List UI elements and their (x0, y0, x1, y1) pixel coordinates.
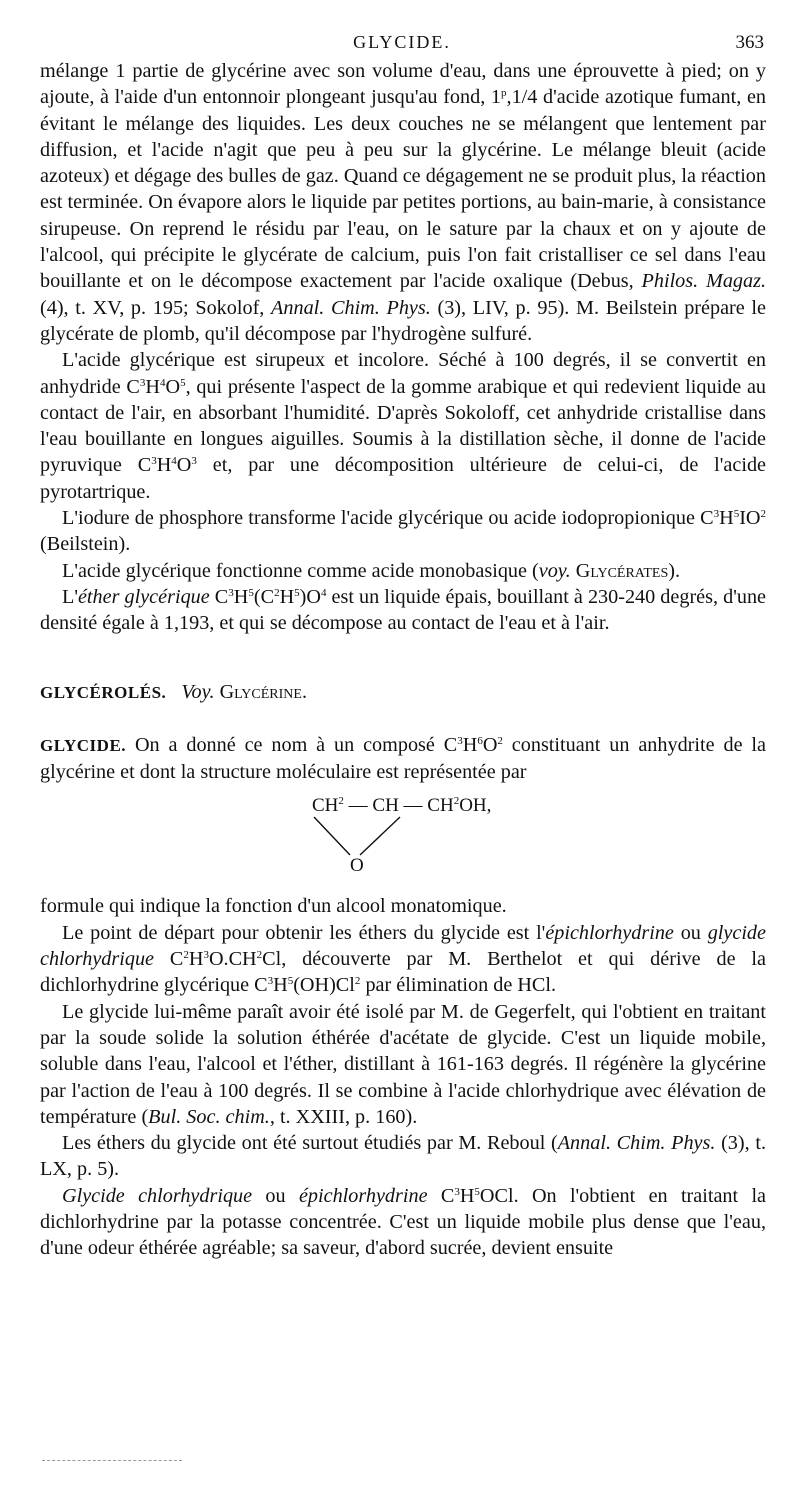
entry-glycide: GLYCIDE. On a donné ce nom à un composé $C^3H^6O^2$ constituant un anhydrite de la glycérine et dont la structure moléculaire est représentée par (40, 733, 766, 784)
running-title: GLYCIDE. (353, 32, 451, 52)
paragraph-phosphorus-iodide: L'iodure de phosphore transforme l'acide glycérique ou acide iodopropionique $C^3H^5IO^2$ (Beilstein). (40, 507, 766, 556)
entry-glycerols: GLYCÉROLÉS. Voy. Glycérine. (40, 680, 308, 703)
paragraph-epichlorhydrin-origin: Le point de départ pour obtenir les éthers du glycide est l'épichlorhydrine ou glycide chlorhydrique $C^2H^3O.CH^2Cl$, découverte par M. Berthelot et qui dérive de la dichlorhydrine glycérique $C^3H^5(OH)Cl^2$ par élimination de HCl. (40, 921, 766, 997)
cross-reference: Glycérates (575, 559, 669, 582)
paragraph-glycide-chlorhydrique: Glycide chlorhydrique ou épichlorhydrine $C^3H^5OCl$. On l'obtient en traitant la dichlorhydrine par la potasse concentrée. C'est un liquide mobile plus dense que l'eau, d'une odeur éthérée agréable; sa saveur, d'abord sucrée, devient ensuite (40, 1184, 767, 1260)
paragraph-nitric-oxidation: mélange 1 partie de glycérine avec son volume d'eau, dans une éprouvette à pied; on y ajoute, à l'aide d'un entonnoir plongeant jusqu'au fond, 1$^p$,1/4 d'acide azotique fumant, en évitant le mélange des liquides. Les deux couches ne se mélangent que lentement par diffusion, et l'acide n'agit que peu à peu sur la glycérine. Le mélange bleuit (acide azoteux) et dégage des bulles de gaz. Quand ce dégagement ne se produit plus, la réaction est terminée. On évapore alors le liquide par petites portions, au bain-marie, à consistance sirupeuse. On reprend le résidu par l'eau, on le sature par la chaux et on y ajoute de l'alcool, qui précipite le glycérate de calcium, puis l'on fait cristalliser ce sel dans l'eau bouillante et on le décompose exactement par l'acide oxalique (Debus, Philos. Magaz. (4), t. XV, p. 195; Sokolof, Annal. Chim. Phys. (3), LIV, p. 95). M. Beilstein prépare le glycérate de plomb, qu'il décompose par l'hydrogène sulfuré. (40, 60, 766, 345)
paragraph-glycide-isolation: Le glycide lui-même paraît avoir été isolé par M. de Gegerfelt, qui l'obtient en traitant par la soude solide la solution éthérée d'acétate de glycide. C'est un liquide mobile, soluble dans l'eau, l'alcool et l'éther, distillant à 161-163 degrés. Il régénère la glycérine par l'action de l'eau à 100 degrés. Il se combine à l'acide chlorhydrique avec élévation de température (Bul. Soc. chim., t. XXIII, p. 160). (40, 1000, 766, 1128)
paragraph-monobasic: L'acide glycérique fonctionne comme acide monobasique (voy. Glycérates). (62, 559, 681, 582)
epoxide-bonds (310, 813, 420, 863)
paragraph-glyceric-acid-properties: L'acide glycérique est sirupeux et incolore. Séché à 100 degrés, il se convertit en anhydride $C^3H^4O^5$, qui présente l'aspect de la gomme arabique et qui redevient liquide au contact de l'air, en absorbant l'humidité. D'après Sokoloff, cet anhydride cristallise dans l'eau bouillante en longues aiguilles. Soumis à la distillation sèche, il donne de l'acide pyruvique $C^3H^4O^3$ et, par une décomposition ultérieure de celui-ci, de l'acide pyrotartrique. (40, 349, 766, 503)
formula-chain: $CH^2$ — CH — $CH^2OH$, (312, 795, 492, 817)
page-header (40, 32, 764, 58)
cross-reference: Glycérine. (219, 680, 308, 703)
footer-rule (42, 1460, 182, 1461)
structural-formula (40, 793, 766, 893)
paragraph-reboul: Les éthers du glycide ont été surtout étudiés par M. Reboul (Annal. Chim. Phys. (3), t. LX, p. 5). (40, 1132, 766, 1181)
page-body (40, 58, 766, 1262)
entry-headword: GLYCÉROLÉS. (40, 682, 167, 702)
formula-oxygen: O (350, 855, 364, 877)
paragraph-glyceric-ether: L'éther glycérique $C^3H^5(C^2H^5)O^4$ est un liquide épais, bouillant à 230-240 degrés, d'une densité égale à 1,193, et qui se décompose au contact de l'eau et à l'air. (40, 585, 766, 635)
paragraph-formula-note: formule qui indique la fonction d'un alcool monatomique. (40, 895, 507, 918)
entry-headword: GLYCIDE. (40, 735, 127, 755)
page-number: 363 (735, 32, 764, 53)
